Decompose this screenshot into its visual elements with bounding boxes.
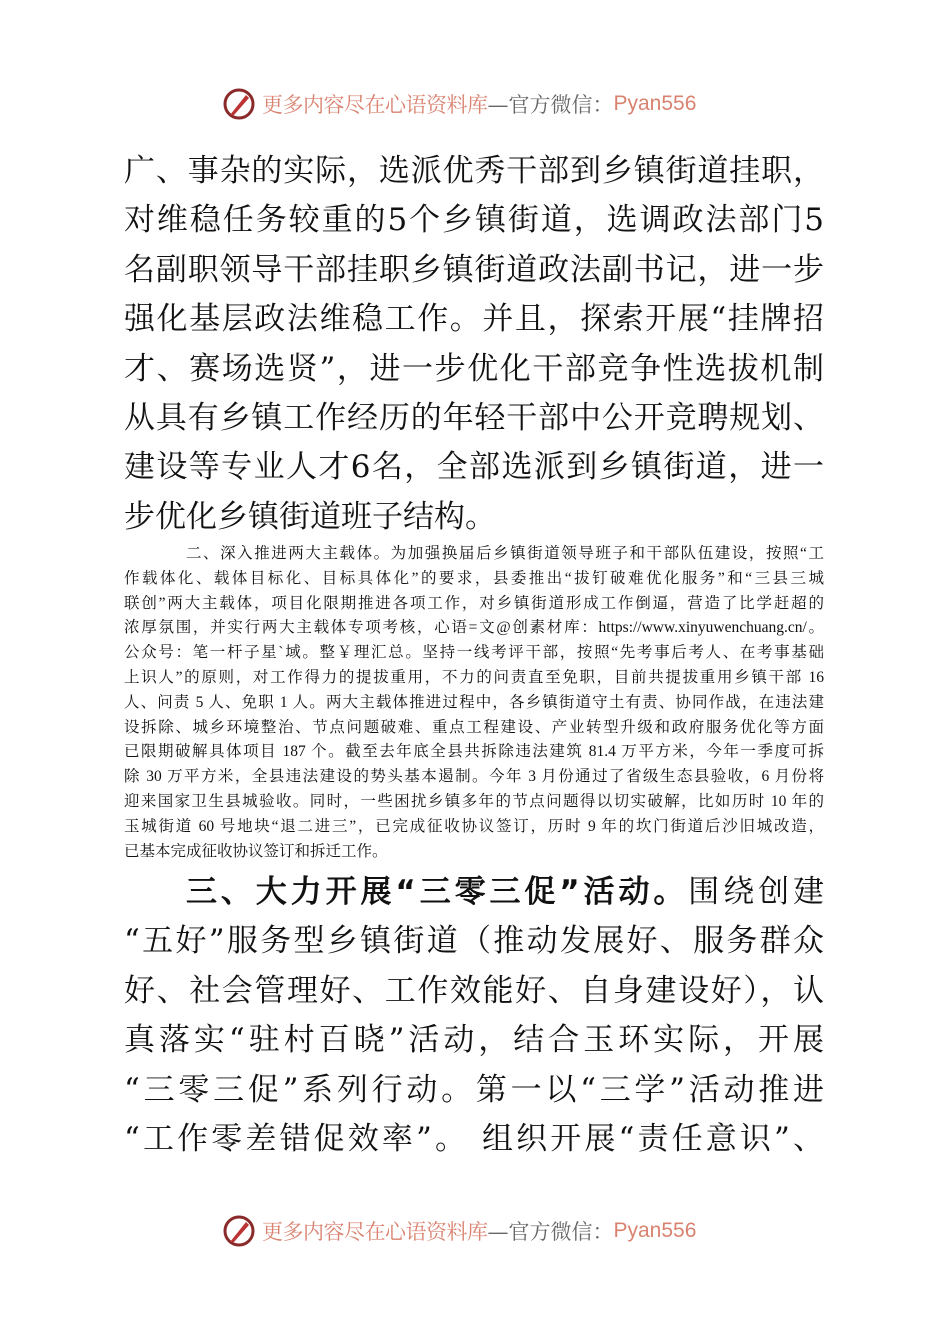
paragraph-2 [124, 542, 824, 864]
text-line: 人、问责 5 人、免职 1 人。两大主载体推进过程中，各乡镇街道守土有责、协同作战，在违法建 [124, 693, 824, 711]
text-line: 对维稳任务较重的5个乡镇街道，选调政法部门5 [124, 202, 824, 239]
text-span: 围绕创建 [688, 874, 825, 910]
text-line: “工作零差错促效率”。 组织开展“责任意识”、 [124, 1120, 824, 1157]
text-line: 公众号：笔一杆子星`域。整￥理汇总。坚持一线考评干部，按照“先考事后考人、在考事基础 [124, 644, 824, 662]
text-line: 除 30 万平方米，全县违法建设的势头基本遏制。今年 3 月份通过了省级生态县验收，6 月份将 [124, 768, 824, 786]
text-line: 迎来国家卫生县城验收。同时，一些困扰乡镇多年的节点问题得以切实破解，比如历时 10 年的 [124, 792, 824, 810]
banner-text: 更多内容尽在心语资料库 [262, 1220, 488, 1244]
banner-wechat-label: —官方微信： [487, 93, 614, 117]
text-line: 已基本完成征收协议签订和拆迁工作。 [124, 842, 388, 860]
text-line: 已限期破解具体项目 187 个。截至去年底全县共拆除违法建筑 81.4 万平方米，今年一季度可拆 [124, 743, 824, 761]
text-line: 设拆除、城乡环境整治、节点问题破难、重点工程建设、产业转型升级和政府服务优化等方面 [124, 718, 824, 736]
text-line: 广、事杂的实际，选派优秀干部到乡镇街道挂职， [124, 153, 824, 189]
banner-wechat-id: Pyan556 [613, 92, 697, 115]
text-line: “三零三促”系列行动。第一以“三学”活动推进 [124, 1071, 824, 1108]
text-line: 上识人”的原则，对工作得力的提拔重用，不力的问责直至免职，目前共提拔重用乡镇干部 16 [124, 668, 824, 686]
section-heading: 三、大力开展“三零三促”活动。 [186, 874, 689, 910]
text-line: 建设等专业人才6名，全部选派到乡镇街道，进一 [124, 449, 824, 486]
header-watermark-banner [222, 84, 722, 124]
text-line [124, 868, 824, 917]
text-line: 二、深入推进两大主载体。为加强换届后乡镇街道领导班子和干部队伍建设，按照“工 [186, 545, 824, 562]
text-line: 玉城街道 60 号地块“退二进三”，已完成征收协议签订，历时 9 年的坎门街道后沙旧城改造， [124, 817, 824, 835]
text-line: 强化基层政法维稳工作。并且，探索开展“挂牌招 [124, 301, 824, 338]
paragraph-3 [124, 868, 824, 1164]
text-line: 才、赛场选贤”，进一步优化干部竞争性选拔机制 [124, 350, 824, 387]
quill-logo-icon [222, 1214, 256, 1248]
text-line: 浓厚氛围，并实行两大主载体专项考核，心语=文@创素材库：https://www.xinyuwenchuang.cn/。 [124, 619, 824, 637]
text-line: 联创”两大主载体，项目化限期推进各项工作，对乡镇街道形成工作倒逼，营造了比学赶超的 [124, 594, 824, 612]
text-line: 好、社会管理好、工作效能好、自身建设好），认 [124, 972, 824, 1009]
quill-logo-icon [222, 87, 256, 121]
text-line: 作载体化、载体目标化、目标具体化”的要求，县委推出“拔钉破难优化服务”和“三县三城 [124, 569, 824, 587]
text-line: 真落实“驻村百晓”活动，结合玉环实际，开展 [124, 1022, 824, 1059]
text-line: 步优化乡镇街道班子结构。 [124, 498, 496, 535]
paragraph-1 [124, 147, 824, 542]
banner-wechat-label: —官方微信： [487, 1220, 614, 1244]
text-line: “五好”服务型乡镇街道（推动发展好、服务群众 [124, 923, 824, 960]
banner-wechat-id: Pyan556 [613, 1219, 697, 1242]
footer-watermark-banner [222, 1211, 722, 1251]
text-line: 名副职领导干部挂职乡镇街道政法副书记，进一步 [124, 251, 824, 288]
text-line: 从具有乡镇工作经历的年轻干部中公开竞聘规划、 [124, 399, 824, 436]
banner-text: 更多内容尽在心语资料库 [262, 93, 488, 117]
